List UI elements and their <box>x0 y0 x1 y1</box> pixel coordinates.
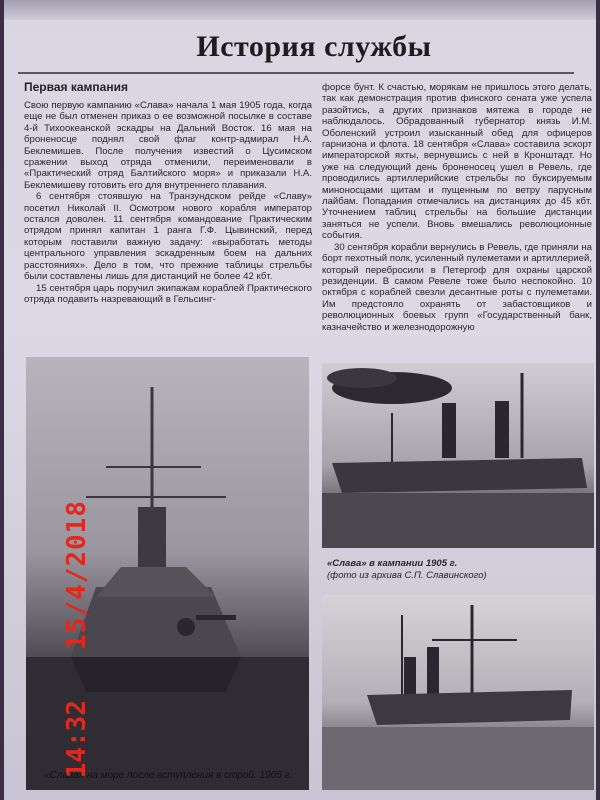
left-text-column <box>24 100 312 305</box>
photo-caption-right <box>327 558 592 582</box>
caption-line: «Слава» в кампании 1905 г. <box>327 558 458 569</box>
date-stamp: 15/4/2018 <box>62 500 92 650</box>
right-text-column <box>322 82 592 333</box>
paragraph: 15 сентября царь поручил экипажам кораблей Практического отряда подавить назревающий в Гельсинг- <box>24 282 312 305</box>
section-title: Первая кампания <box>24 80 128 94</box>
battleship-photo-smoke <box>322 363 594 548</box>
header-band <box>4 0 596 20</box>
paragraph: форсе бунт. К счастью, морякам не пришлось этого делать, так как демонстрация против финского сената уже успела разойтись, а других признаков мятежа в городе не наблюдалось. Обрадованный губернатор князь И.М. Оболенский устроил изысканный обед для офицеров гарнизона и флота. 18 сентября «Слава» составила эскорт императорской яхты, вернувшись с ней в Кронштадт. Но уже на следующий день броненосец ушел в Ревель, где проводились артиллерийские стрельбы по буксируемым миноносцами щитам и пущенным по ветру парусным лайбам. Попадания отмечались на дистанциях до 45 кбт. Уточнением таблиц стрельбы на большие дистанции заняться не успели. Вновь вмешались революционные события. <box>322 82 592 242</box>
paragraph: Свою первую кампанию «Слава» начала 1 мая 1905 года, когда еще не был отменен приказ о ее возможной посылке в составе 4-й Тихоокеанской эскадры на Дальний Восток. 16 мая на броненосце поднял свой флаг контр-адмирал Н.А. Беклемишев. После получения известий о Цусимском сражении выход отряда отменили, переименовали в «Практический отряд Балтийского моря» и приказали Н.А. Беклемишеву готовить его для внутреннего плавания. <box>24 100 312 191</box>
paragraph: 30 сентября корабли вернулись в Ревель, где приняли на борт пехотный полк, усиленный пулеметами и артиллерией, который перебросили в Петергоф для охраны царской резиденции. В самом Ревеле тоже было неспокойно. 10 октября с кораблей свезли десантные роты с пулеметами. Им предстояло охранять от забастовщиков и революционных боевых групп «Государственный банк, казначейство и железнодорожную <box>322 241 592 333</box>
battleship-photo-side <box>322 595 594 790</box>
photo-caption-left: «Слава» на море после вступления в строй. 1905 г. <box>44 770 293 781</box>
magazine-page <box>4 0 596 800</box>
time-stamp: 14:32 <box>62 700 92 779</box>
page-title: История службы <box>196 30 432 63</box>
caption-credit: (фото из архива С.П. Славинского) <box>327 570 487 581</box>
paragraph: 6 сентября стоявшую на Транзундском рейде «Славу» посетил Николай II. Осмотром нового корабля император остался доволен. 11 сентября командование Практическим отрядом принял капитан 1 ранга Г.Ф. Цывинский, перед которым поставили важную задачу: «выработать методы центрального управления эскадренным боем на дальних расстояниях». Дело в том, что прежние таблицы стрельбы были составлены лишь для дистанций не более 42 кбт. <box>24 191 312 283</box>
title-rule <box>18 72 574 74</box>
